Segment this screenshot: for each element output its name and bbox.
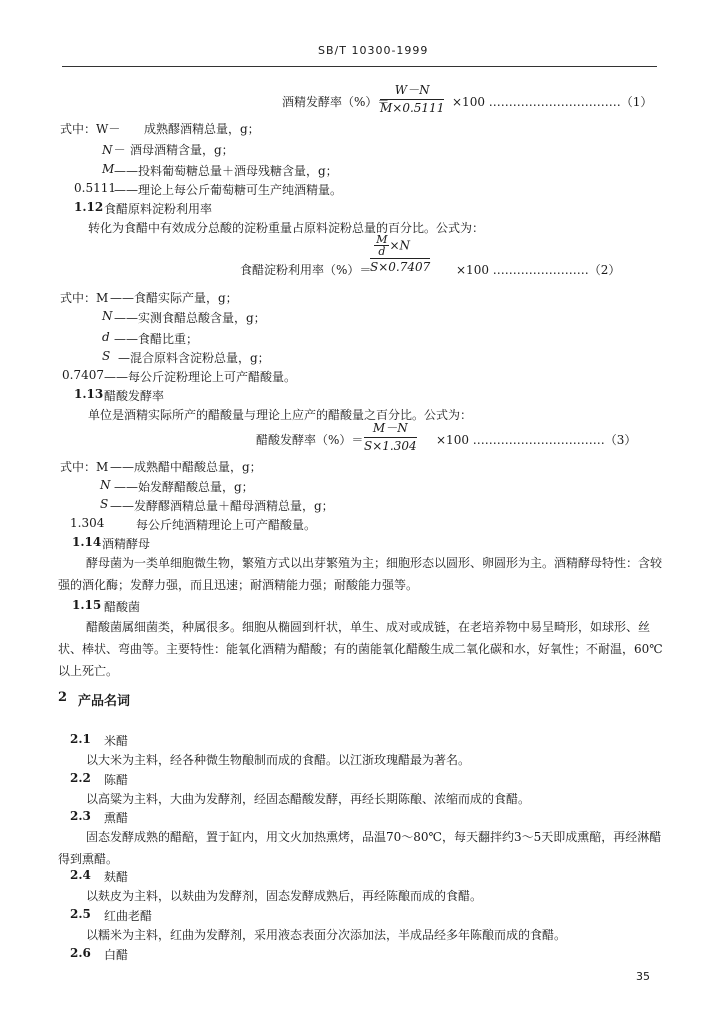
section-1-14-number: 1.14 <box>72 535 102 549</box>
where-3-sym-3: 1.304 <box>70 516 105 530</box>
section-2-3-number: 2.3 <box>70 809 91 823</box>
section-1-14-paragraph: 酵母菌为一类单细胞微生物，繁殖方式以出芽繁殖为主；细胞形态以圆形、卵圆形为主。酒精酵母特性：含较强的酒化酶；发酵力强，而且迅速；耐酒精能力强；耐酸能力强等。 <box>58 556 663 592</box>
where-3-text-2: ——发酵醪酒精总量＋醋母酒精总量，g； <box>110 499 334 513</box>
where-1-sym-1: N－ <box>102 143 125 157</box>
formula-2-lhs: 食醋淀粉利用率（%）＝ <box>240 263 372 277</box>
where-1-sym-2: M <box>102 162 115 176</box>
where-3-text-3: 每公斤纯酒精理论上可产醋酸量。 <box>136 518 317 532</box>
formula-2-inner-bottom: d <box>378 245 386 258</box>
where-2-sym-3: S <box>102 349 111 363</box>
formula-3-numerator: M－N <box>364 419 417 438</box>
where-3-sym-1: N <box>100 478 111 492</box>
where-3-sym-0: 式中：M <box>60 460 109 474</box>
where-1-text-1: 酒母酒精含量，g； <box>130 143 234 157</box>
formula-1-lhs: 酒精发酵率（%）＝ <box>282 95 390 109</box>
where-2-text-4: ——每公斤淀粉理论上可产醋酸量。 <box>104 370 297 384</box>
formula-2-denominator: S×0.7407 <box>370 260 431 274</box>
section-2-1-title: 米醋 <box>104 734 129 748</box>
section-2-4-number: 2.4 <box>70 868 91 882</box>
section-2-2-number: 2.2 <box>70 771 91 785</box>
formula-2-inner-top: M <box>376 233 388 246</box>
section-1-13-desc: 单位是酒精实际所产的醋酸量与理论上应产的醋酸量之百分比。公式为： <box>88 408 473 422</box>
page-number: 35 <box>636 970 650 983</box>
formula-3-lhs: 醋酸发酵率（%）＝ <box>256 433 364 447</box>
section-1-13-number: 1.13 <box>74 387 104 401</box>
section-2-1-paragraph: 以大米为主料，经各种微生物酿制而成的食醋。以江浙玫瑰醋最为著名。 <box>86 753 471 767</box>
formula-2-numerator <box>370 234 430 259</box>
formula-1-rhs: ×100 ……………………………（1） <box>452 95 653 109</box>
section-2-5-paragraph: 以糯米为主料，红曲为发酵剂，采用液态表面分次添加法，半成品经多年陈酿而成的食醋。 <box>86 928 567 942</box>
where-2-text-3: —混合原料含淀粉总量，g； <box>118 351 270 365</box>
section-1-15-number: 1.15 <box>72 598 102 612</box>
formula-2-inner-fraction <box>374 234 389 257</box>
where-1-text-0: 成熟醪酒精总量，g； <box>144 122 260 136</box>
section-2-3-paragraph: 固态发酵成熟的醋醅，置于缸内，用文火加热熏烤，品温70～80℃，每天翻拌约3～5天即成熏醅，再经淋醋得到熏醋。 <box>58 830 662 866</box>
section-1-12-desc: 转化为食醋中有效成分总酸的淀粉重量占原料淀粉总量的百分比。公式为： <box>88 221 485 235</box>
formula-2-fraction <box>370 234 430 274</box>
section-2-2-title: 陈醋 <box>104 773 129 787</box>
section-2-6-title: 白醋 <box>104 948 129 962</box>
section-1-14-title: 酒精酵母 <box>102 537 151 551</box>
section-1-12-number: 1.12 <box>74 200 104 214</box>
where-2-text-0: ——食醋实际产量，g； <box>110 291 238 305</box>
where-3-text-1: ——始发酵醋酸总量，g； <box>114 480 254 494</box>
where-1-sym-0: 式中：W－ <box>60 122 121 136</box>
formula-3-denominator: S×1.304 <box>364 439 417 453</box>
formula-2-rhs: ×100 ……………………（2） <box>456 263 621 277</box>
section-2-6-number: 2.6 <box>70 946 91 960</box>
where-2-sym-0: 式中：M <box>60 291 109 305</box>
section-2-5-title: 红曲老醋 <box>104 909 153 923</box>
formula-3-fraction <box>364 419 417 453</box>
formula-1-numerator: W－N <box>380 81 444 100</box>
formula-1-fraction <box>380 81 444 115</box>
where-1-sym-3: 0.5111 <box>74 181 116 195</box>
where-2-sym-1: N <box>102 309 113 323</box>
where-3-text-0: ——成熟醋中醋酸总量，g； <box>110 460 262 474</box>
section-2-4-title: 麸醋 <box>104 870 129 884</box>
where-1-text-3: ——理论上每公斤葡萄糖可生产纯酒精量。 <box>114 183 343 197</box>
section-2-2-paragraph: 以高粱为主料，大曲为发酵剂，经固态醋酸发酵，再经长期陈酿、浓缩而成的食醋。 <box>86 792 531 806</box>
section-2-5-number: 2.5 <box>70 907 91 921</box>
section-2-1-number: 2.1 <box>70 732 91 746</box>
section-2-title: 产品名词 <box>78 694 131 709</box>
formula-3-rhs: ×100 ……………………………（3） <box>436 433 637 447</box>
section-1-13-title: 醋酸发酵率 <box>104 389 165 403</box>
section-1-15-title: 醋酸菌 <box>104 600 141 614</box>
section-2-4-paragraph: 以麸皮为主料，以麸曲为发酵剂，固态发酵成熟后，再经陈酿而成的食醋。 <box>86 889 483 903</box>
page-header: SB/T 10300-1999 <box>318 44 429 57</box>
where-2-sym-2: d <box>102 330 110 344</box>
section-1-12-title: 食醋原料淀粉利用率 <box>104 202 213 216</box>
where-3-sym-2: S <box>100 497 109 511</box>
section-2-number: 2 <box>58 690 68 705</box>
section-1-15-paragraph: 醋酸菌属细菌类，种属很多。细胞从椭圆到杆状，单生、成对或成链，在老培养物中易呈畸形，如球形、丝状、棒状、弯曲等。主要特性：能氧化酒精为醋酸；有的菌能氧化醋酸生成二氧化碳和水，好氧性；不耐温，60℃以上死亡。 <box>58 620 663 678</box>
where-2-text-2: ——食醋比重； <box>114 332 199 346</box>
where-2-text-1: ——实测食醋总酸含量，g； <box>114 311 266 325</box>
section-2-3-title: 熏醋 <box>104 811 129 825</box>
where-1-text-2: ——投料葡萄糖总量＋酒母残糖含量，g； <box>114 164 338 178</box>
header-rule <box>62 66 657 67</box>
where-2-sym-4: 0.7407 <box>62 368 104 382</box>
formula-1-denominator: M×0.5111 <box>380 101 445 115</box>
formula-2-num-right: ×N <box>389 238 411 253</box>
